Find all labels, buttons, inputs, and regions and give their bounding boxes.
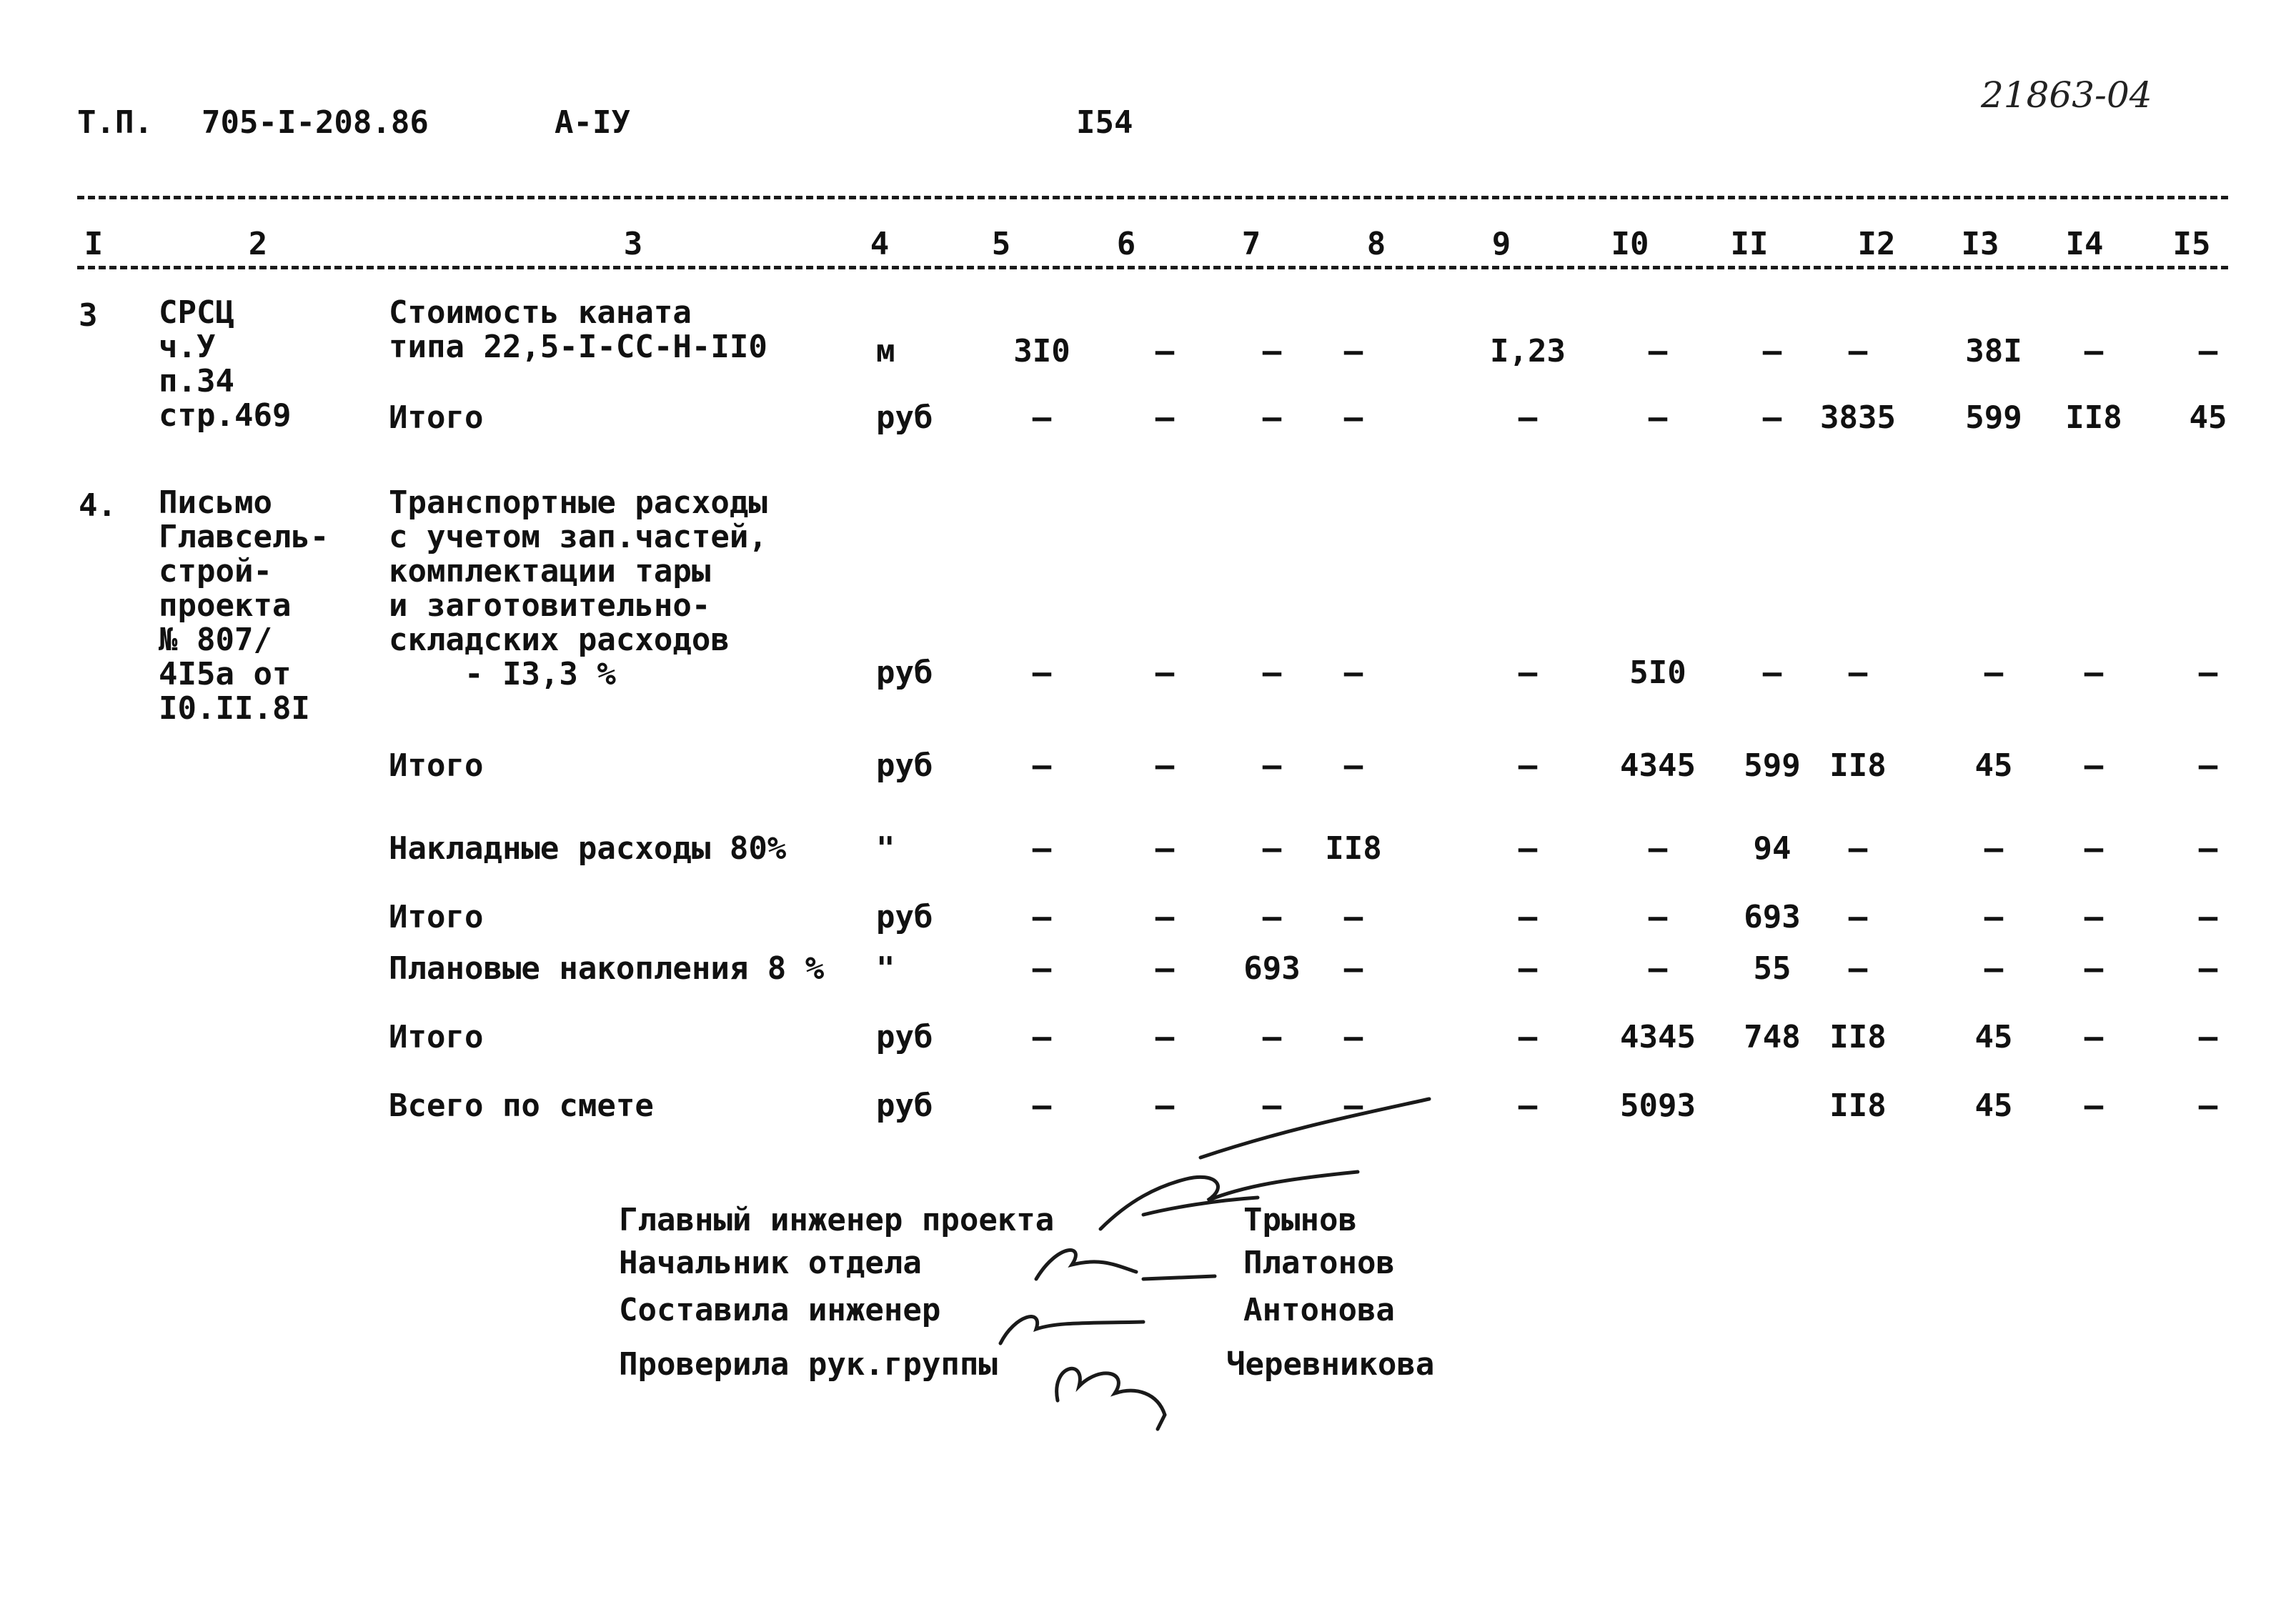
value-cell-c11: – [1762, 655, 1782, 691]
value-cell-c6: – [1155, 655, 1175, 691]
unit-cell: руб [876, 1019, 933, 1055]
value-cell-c9: – [1518, 899, 1538, 935]
project-number: 705-I-208.86 [202, 104, 429, 141]
signature-name: Трынов [1243, 1202, 1357, 1238]
item-number: 4. [79, 487, 116, 524]
value-cell-c9: – [1518, 1019, 1538, 1055]
value-cell-c8: – [1343, 950, 1363, 987]
value-cell-c6: – [1155, 899, 1175, 935]
value-cell-c5: – [1032, 1019, 1052, 1055]
col-15: I5 [2162, 229, 2221, 260]
row-name: Плановые накопления 8 % [389, 950, 825, 987]
value-cell-c13: 599 [1965, 399, 2022, 436]
item-name: Транспортные расходы с учетом зап.частей, комплектации тары и заготовительно- складских расходов - I3,3 % [389, 484, 767, 692]
value-cell-c15: – [2198, 1088, 2218, 1124]
row-name: Накладные расходы 80% [389, 830, 787, 867]
value-cell-c14: – [2084, 655, 2104, 691]
value-cell-c9: – [1518, 950, 1538, 987]
value-cell-c10: 5I0 [1629, 655, 1686, 691]
value-cell-c12: 3835 [1820, 399, 1896, 436]
value-cell-c8: – [1343, 1019, 1363, 1055]
value-cell-c15: – [2198, 747, 2218, 784]
value-cell-c7: – [1262, 899, 1282, 935]
value-cell-c5: 3I0 [1013, 333, 1070, 369]
value-cell-c6: – [1155, 333, 1175, 369]
value-cell-c8: – [1343, 1088, 1363, 1124]
col-6: 6 [1104, 229, 1148, 260]
value-cell-c13: 45 [1974, 747, 2013, 784]
value-cell-c10: 4345 [1620, 1019, 1696, 1055]
unit-cell: " [876, 830, 895, 867]
item-reference: СРСЦ ч.У п.34 стр.469 [159, 294, 292, 434]
value-cell-c12: II8 [1829, 1019, 1887, 1055]
col-11: II [1724, 229, 1775, 260]
col-13: I3 [1951, 229, 2009, 260]
value-cell-c12: II8 [1829, 1088, 1887, 1124]
signature-stroke-chief-engineer [1201, 1099, 1429, 1158]
col-14: I4 [2055, 229, 2114, 260]
item-number: 3 [79, 297, 98, 334]
value-cell-c14: – [2084, 333, 2104, 369]
value-cell-c10: – [1648, 830, 1668, 867]
value-cell-c6: – [1155, 747, 1175, 784]
value-cell-c7: – [1262, 1088, 1282, 1124]
value-cell-c7: – [1262, 655, 1282, 691]
col-3: 3 [611, 229, 655, 260]
value-cell-c13: 45 [1974, 1088, 2013, 1124]
value-cell-c7: – [1262, 830, 1282, 867]
value-cell-c12: II8 [1829, 747, 1887, 784]
value-cell-c13: – [1984, 950, 2004, 987]
value-cell-c5: – [1032, 747, 1052, 784]
value-cell-c13: 45 [1974, 1019, 2013, 1055]
value-cell-c9: I,23 [1490, 333, 1566, 369]
album-number: А-IУ [555, 104, 630, 141]
signature-stroke-engineer [1000, 1317, 1143, 1343]
value-cell-c14: – [2084, 899, 2104, 935]
col-1: I [71, 229, 116, 260]
value-cell-c15: – [2198, 1019, 2218, 1055]
value-cell-c15: – [2198, 950, 2218, 987]
col-4: 4 [858, 229, 902, 260]
unit-cell: " [876, 950, 895, 987]
value-cell-c7: – [1262, 333, 1282, 369]
value-cell-c5: – [1032, 830, 1052, 867]
signature-stroke-group-lead [1057, 1368, 1165, 1429]
value-cell-c13: – [1984, 830, 2004, 867]
value-cell-c14: – [2084, 747, 2104, 784]
value-cell-c5: – [1032, 899, 1052, 935]
value-cell-c12: – [1848, 830, 1868, 867]
col-10: I0 [1601, 229, 1659, 260]
value-cell-c5: – [1032, 950, 1052, 987]
value-cell-c5: – [1032, 1088, 1052, 1124]
value-cell-c15: – [2198, 655, 2218, 691]
row-name: Итого [389, 899, 484, 935]
value-cell-c6: – [1155, 399, 1175, 436]
value-cell-c12: – [1848, 950, 1868, 987]
unit-cell: руб [876, 1088, 933, 1124]
doc-code: Т.П. [77, 104, 153, 141]
unit-cell: м [876, 333, 895, 369]
archive-number: 21863-04 [1981, 74, 2152, 116]
unit-cell: руб [876, 899, 933, 935]
col-5: 5 [979, 229, 1023, 260]
value-cell-c6: – [1155, 1019, 1175, 1055]
value-cell-c6: – [1155, 1088, 1175, 1124]
value-cell-c13: – [1984, 899, 2004, 935]
row-name: Итого [389, 399, 484, 436]
value-cell-c9: – [1518, 747, 1538, 784]
value-cell-c8: – [1343, 899, 1363, 935]
value-cell-c11: 55 [1753, 950, 1791, 987]
value-cell-c9: – [1518, 830, 1538, 867]
value-cell-c11: 748 [1744, 1019, 1801, 1055]
item-reference: Письмо Главсель- строй- проекта № 807/ 4I5а от I0.II.8I [159, 484, 329, 727]
value-cell-c10: 4345 [1620, 747, 1696, 784]
value-cell-c7: – [1262, 399, 1282, 436]
item-name: Стоимость каната типа 22,5-I-СС-Н-II0 [389, 294, 767, 365]
value-cell-c9: – [1518, 655, 1538, 691]
signature-name: Платонов [1243, 1245, 1395, 1281]
value-cell-c8: – [1343, 399, 1363, 436]
value-cell-c9: – [1518, 1088, 1538, 1124]
value-cell-c7: 693 [1243, 950, 1301, 987]
value-cell-c7: – [1262, 1019, 1282, 1055]
value-cell-c14: – [2084, 1088, 2104, 1124]
col-7: 7 [1229, 229, 1273, 260]
unit-cell: руб [876, 747, 933, 784]
signature-role: Составила инженер [619, 1292, 941, 1328]
page-number: I54 [1076, 104, 1133, 141]
value-cell-c12: – [1848, 899, 1868, 935]
value-cell-c12: – [1848, 333, 1868, 369]
signature-role: Начальник отдела [619, 1245, 922, 1281]
signature-stroke-chief-engineer [1143, 1198, 1258, 1215]
row-name: Итого [389, 747, 484, 784]
value-cell-c15: – [2198, 830, 2218, 867]
value-cell-c7: – [1262, 747, 1282, 784]
value-cell-c5: – [1032, 655, 1052, 691]
unit-cell: руб [876, 399, 933, 436]
signature-role: Главный инженер проекта [619, 1202, 1055, 1238]
col-2: 2 [236, 229, 280, 260]
value-cell-c11: – [1762, 333, 1782, 369]
value-cell-c13: 38I [1965, 333, 2022, 369]
value-cell-c15: 45 [2189, 399, 2227, 436]
value-cell-c11: 94 [1753, 830, 1791, 867]
row-name: Итого [389, 1019, 484, 1055]
col-9: 9 [1479, 229, 1524, 260]
value-cell-c10: 5093 [1620, 1088, 1696, 1124]
unit-cell: руб [876, 655, 933, 691]
value-cell-c14: – [2084, 830, 2104, 867]
signature-name: Антонова [1243, 1292, 1395, 1328]
signature-stroke-department-head [1036, 1250, 1215, 1279]
value-cell-c11: – [1762, 399, 1782, 436]
value-cell-c12: – [1848, 655, 1868, 691]
value-cell-c8: – [1343, 655, 1363, 691]
value-cell-c10: – [1648, 950, 1668, 987]
signature-role: Проверила рук.группы [619, 1346, 998, 1383]
row-name: Всего по смете [389, 1088, 654, 1124]
value-cell-c8: – [1343, 747, 1363, 784]
value-cell-c8: II8 [1325, 830, 1382, 867]
value-cell-c10: – [1648, 899, 1668, 935]
value-cell-c6: – [1155, 950, 1175, 987]
value-cell-c11: 599 [1744, 747, 1801, 784]
value-cell-c10: – [1648, 399, 1668, 436]
value-cell-c13: – [1984, 655, 2004, 691]
value-cell-c15: – [2198, 333, 2218, 369]
col-12: I2 [1847, 229, 1906, 260]
value-cell-c9: – [1518, 399, 1538, 436]
value-cell-c6: – [1155, 830, 1175, 867]
value-cell-c14: – [2084, 950, 2104, 987]
value-cell-c15: – [2198, 899, 2218, 935]
value-cell-c5: – [1032, 399, 1052, 436]
value-cell-c8: – [1343, 333, 1363, 369]
col-8: 8 [1354, 229, 1398, 260]
value-cell-c14: II8 [2065, 399, 2122, 436]
value-cell-c14: – [2084, 1019, 2104, 1055]
value-cell-c10: – [1648, 333, 1668, 369]
signature-name: Черевникова [1226, 1346, 1435, 1383]
value-cell-c11: 693 [1744, 899, 1801, 935]
